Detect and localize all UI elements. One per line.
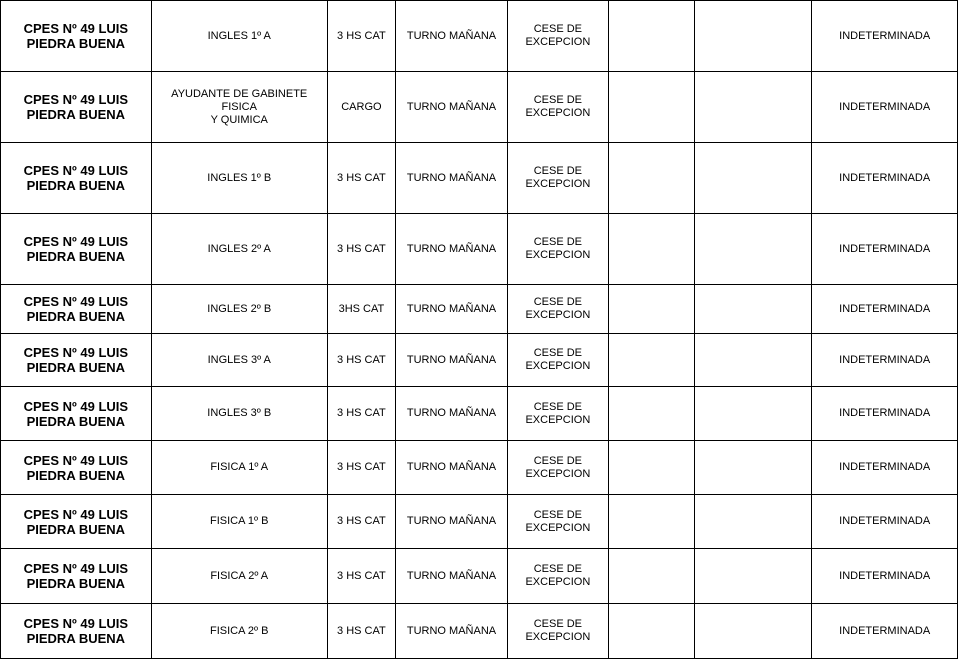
reason-cell: CESE DE EXCEPCION xyxy=(507,72,608,143)
subject-cell: FISICA 2º B xyxy=(151,604,327,659)
shift-cell: TURNO MAÑANA xyxy=(396,72,508,143)
empty-cell xyxy=(695,72,812,143)
hours-cell: 3 HS CAT xyxy=(327,387,395,441)
empty-cell xyxy=(695,334,812,387)
table-row xyxy=(1,214,958,285)
hours-cell: CARGO xyxy=(327,72,395,143)
hours-cell: 3 HS CAT xyxy=(327,495,395,549)
subject-cell: INGLES 3º A xyxy=(151,334,327,387)
duration-cell: INDETERMINADA xyxy=(812,214,958,285)
table-row xyxy=(1,143,958,214)
subject-cell: INGLES 2º B xyxy=(151,285,327,334)
shift-cell: TURNO MAÑANA xyxy=(396,604,508,659)
hours-cell: 3 HS CAT xyxy=(327,604,395,659)
table-row xyxy=(1,72,958,143)
hours-cell: 3 HS CAT xyxy=(327,549,395,604)
school-cell: CPES Nº 49 LUIS PIEDRA BUENA xyxy=(1,143,152,214)
table-row xyxy=(1,495,958,549)
table-row xyxy=(1,441,958,495)
empty-cell xyxy=(608,285,695,334)
empty-cell xyxy=(695,214,812,285)
empty-cell xyxy=(608,1,695,72)
duration-cell: INDETERMINADA xyxy=(812,72,958,143)
empty-cell xyxy=(695,143,812,214)
reason-cell: CESE DE EXCEPCION xyxy=(507,387,608,441)
hours-cell: 3 HS CAT xyxy=(327,214,395,285)
school-cell: CPES Nº 49 LUIS PIEDRA BUENA xyxy=(1,549,152,604)
duration-cell: INDETERMINADA xyxy=(812,549,958,604)
reason-cell: CESE DE EXCEPCION xyxy=(507,143,608,214)
empty-cell xyxy=(608,72,695,143)
empty-cell xyxy=(608,604,695,659)
empty-cell xyxy=(695,441,812,495)
empty-cell xyxy=(695,285,812,334)
duration-cell: INDETERMINADA xyxy=(812,387,958,441)
school-cell: CPES Nº 49 LUIS PIEDRA BUENA xyxy=(1,495,152,549)
school-cell: CPES Nº 49 LUIS PIEDRA BUENA xyxy=(1,441,152,495)
reason-cell: CESE DE EXCEPCION xyxy=(507,549,608,604)
empty-cell xyxy=(608,495,695,549)
duration-cell: INDETERMINADA xyxy=(812,495,958,549)
shift-cell: TURNO MAÑANA xyxy=(396,285,508,334)
duration-cell: INDETERMINADA xyxy=(812,1,958,72)
subject-cell: INGLES 2º A xyxy=(151,214,327,285)
hours-cell: 3HS CAT xyxy=(327,285,395,334)
school-cell: CPES Nº 49 LUIS PIEDRA BUENA xyxy=(1,72,152,143)
school-cell: CPES Nº 49 LUIS PIEDRA BUENA xyxy=(1,214,152,285)
subject-cell: INGLES 3º B xyxy=(151,387,327,441)
subject-cell: INGLES 1º B xyxy=(151,143,327,214)
empty-cell xyxy=(608,549,695,604)
shift-cell: TURNO MAÑANA xyxy=(396,143,508,214)
empty-cell xyxy=(608,214,695,285)
shift-cell: TURNO MAÑANA xyxy=(396,441,508,495)
table-row xyxy=(1,549,958,604)
school-cell: CPES Nº 49 LUIS PIEDRA BUENA xyxy=(1,334,152,387)
table-row xyxy=(1,387,958,441)
school-cell: CPES Nº 49 LUIS PIEDRA BUENA xyxy=(1,387,152,441)
duration-cell: INDETERMINADA xyxy=(812,285,958,334)
table-body xyxy=(1,1,958,659)
table-row xyxy=(1,285,958,334)
table-row xyxy=(1,334,958,387)
empty-cell xyxy=(695,604,812,659)
reason-cell: CESE DE EXCEPCION xyxy=(507,334,608,387)
duration-cell: INDETERMINADA xyxy=(812,334,958,387)
hours-cell: 3 HS CAT xyxy=(327,143,395,214)
shift-cell: TURNO MAÑANA xyxy=(396,387,508,441)
duration-cell: INDETERMINADA xyxy=(812,441,958,495)
school-cell: CPES Nº 49 LUIS PIEDRA BUENA xyxy=(1,1,152,72)
reason-cell: CESE DE EXCEPCION xyxy=(507,1,608,72)
shift-cell: TURNO MAÑANA xyxy=(396,214,508,285)
empty-cell xyxy=(695,1,812,72)
school-cell: CPES Nº 49 LUIS PIEDRA BUENA xyxy=(1,604,152,659)
school-cell: CPES Nº 49 LUIS PIEDRA BUENA xyxy=(1,285,152,334)
empty-cell xyxy=(608,387,695,441)
table-row xyxy=(1,1,958,72)
subject-cell: AYUDANTE DE GABINETE FISICA Y QUIMICA xyxy=(151,72,327,143)
duration-cell: INDETERMINADA xyxy=(812,604,958,659)
reason-cell: CESE DE EXCEPCION xyxy=(507,604,608,659)
empty-cell xyxy=(695,549,812,604)
shift-cell: TURNO MAÑANA xyxy=(396,1,508,72)
subject-cell: FISICA 1º A xyxy=(151,441,327,495)
subject-cell: FISICA 2º A xyxy=(151,549,327,604)
shift-cell: TURNO MAÑANA xyxy=(396,495,508,549)
shift-cell: TURNO MAÑANA xyxy=(396,334,508,387)
empty-cell xyxy=(608,143,695,214)
empty-cell xyxy=(608,441,695,495)
subject-cell: FISICA 1º B xyxy=(151,495,327,549)
reason-cell: CESE DE EXCEPCION xyxy=(507,441,608,495)
hours-cell: 3 HS CAT xyxy=(327,334,395,387)
hours-cell: 3 HS CAT xyxy=(327,441,395,495)
shift-cell: TURNO MAÑANA xyxy=(396,549,508,604)
duration-cell: INDETERMINADA xyxy=(812,143,958,214)
empty-cell xyxy=(608,334,695,387)
table-row xyxy=(1,604,958,659)
reason-cell: CESE DE EXCEPCION xyxy=(507,495,608,549)
empty-cell xyxy=(695,495,812,549)
subject-cell: INGLES 1º A xyxy=(151,1,327,72)
hours-cell: 3 HS CAT xyxy=(327,1,395,72)
reason-cell: CESE DE EXCEPCION xyxy=(507,214,608,285)
empty-cell xyxy=(695,387,812,441)
reason-cell: CESE DE EXCEPCION xyxy=(507,285,608,334)
